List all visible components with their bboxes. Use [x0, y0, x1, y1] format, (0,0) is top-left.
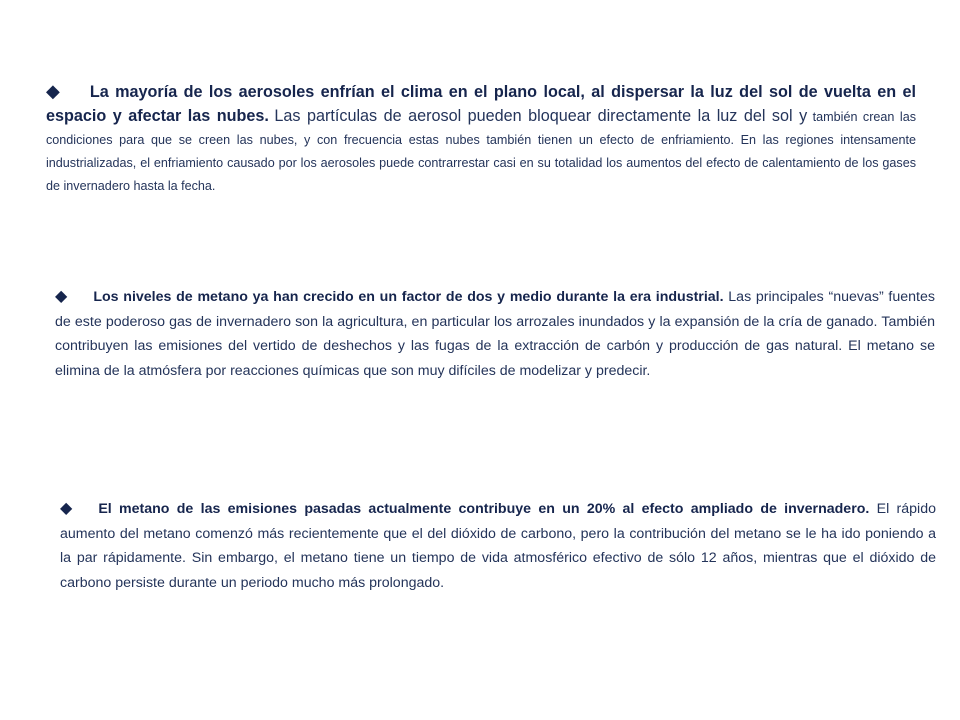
- paragraph-methane-levels: [55, 285, 935, 383]
- paragraph-body: El rápido aumento del metano comenzó más recientemente que el del dióxido de carbono, pero la contribución del metano se le ha ido poniendo a la par rápidamente. Sin embargo, el metano tiene un tiempo de vida atmosférico efectivo de sólo 12 años, mientras que el dióxido de carbono persiste durante un periodo mucho más prolongado.: [60, 501, 936, 591]
- paragraph-body: también crean las condiciones para que se creen las nubes, y con frecuencia estas nubes también tienen un efecto de enfriamiento. En las regiones intensamente industrializadas, el enfriamiento causado por los aerosoles puede contrarrestar casi en su totalidad los aumentos del efecto de calentamiento de los gases de invernadero hasta la fecha.: [46, 110, 916, 193]
- paragraph-heading: Los niveles de metano ya han crecido en un factor de dos y medio durante la era industrial.: [93, 289, 724, 305]
- diamond-bullet-icon: ◆: [46, 81, 60, 101]
- paragraph-aerosols: [46, 80, 916, 198]
- paragraph-methane-emissions: [60, 497, 936, 595]
- diamond-bullet-icon: ◆: [55, 288, 68, 305]
- paragraph-lead: Las partículas de aerosol pueden bloquear directamente la luz del sol y: [274, 107, 808, 125]
- paragraph-heading: El metano de las emisiones pasadas actualmente contribuye en un 20% al efecto ampliado de invernadero.: [98, 501, 870, 517]
- paragraph-body: Las principales “nuevas” fuentes de este poderoso gas de invernadero son la agricultura, en particular los arrozales inundados y la expansión de la cría de ganado. También contribuyen las emisiones del vertido de deshechos y las fugas de la extracción de carbón y producción de gas natural. El metano se elimina de la atmósfera por reacciones químicas que son muy difíciles de modelizar y predecir.: [55, 289, 935, 379]
- paragraph-heading: La mayoría de los aerosoles enfrían el clima en el plano local, al dispersar la luz del sol de vuelta en el espacio y afectar las nubes.: [46, 83, 916, 125]
- diamond-bullet-icon: ◆: [60, 500, 73, 517]
